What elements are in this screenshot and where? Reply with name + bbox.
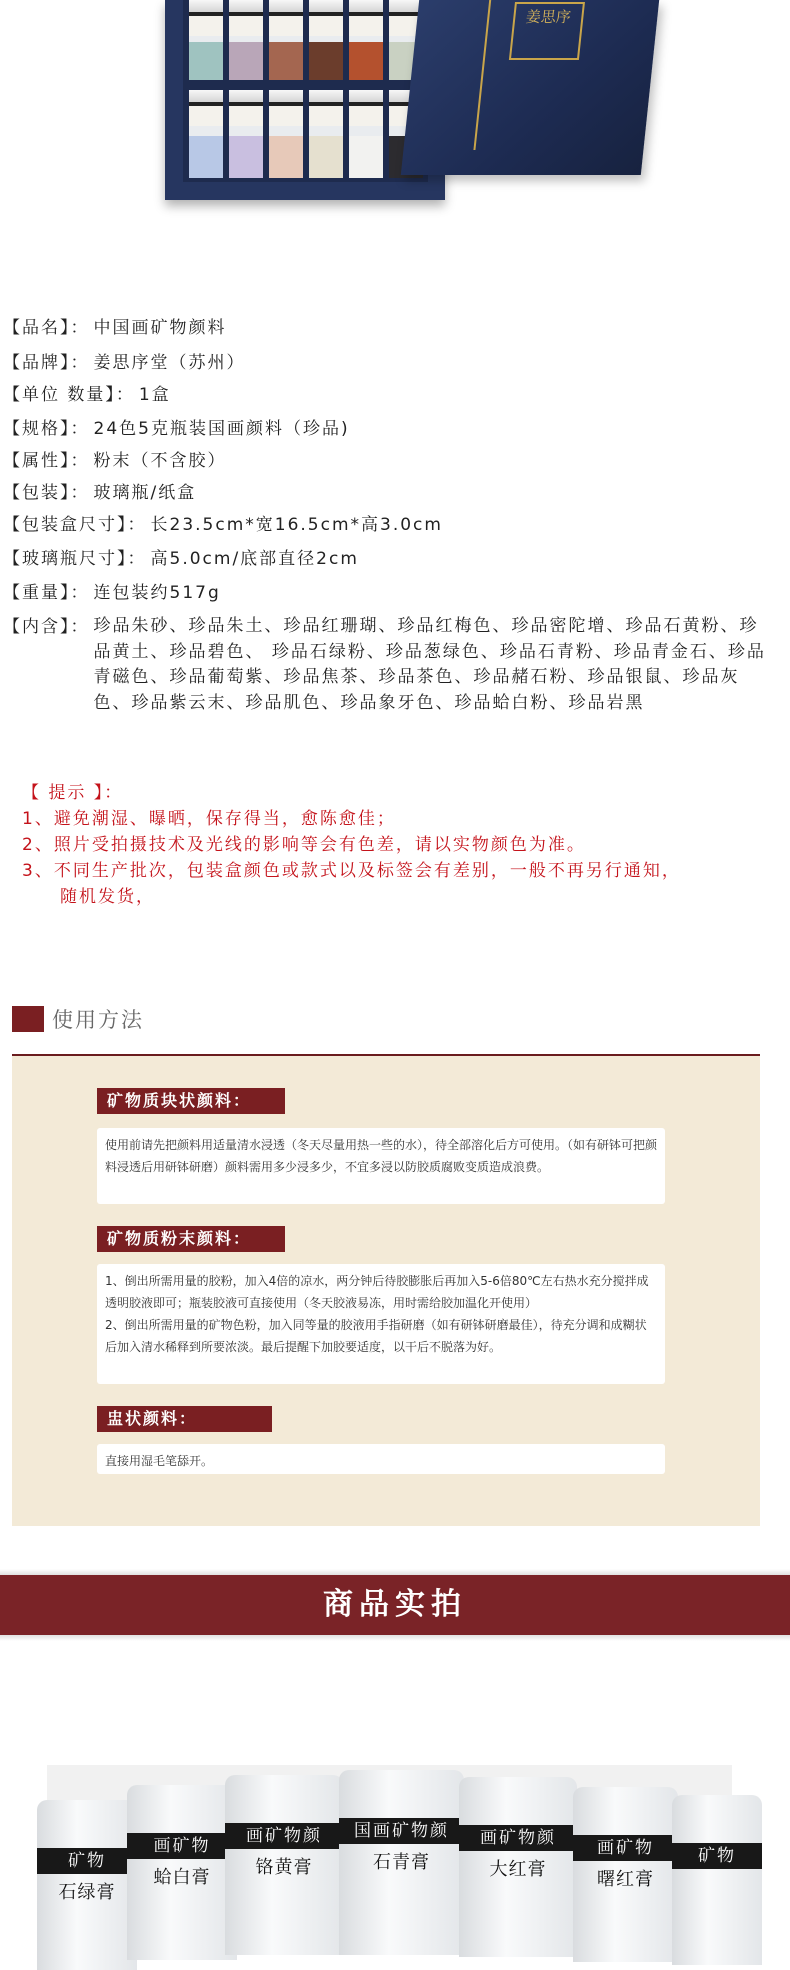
spec-value: 24色5克瓶装国画颜料（珍品) [93, 419, 350, 439]
product-photo-box [0, 0, 790, 215]
spec-row-package [0, 477, 790, 509]
box-lid [401, 0, 659, 175]
spec-row-property [0, 445, 790, 477]
jar-label: 矿物 [672, 1843, 762, 1869]
bottle [189, 0, 223, 80]
usage-badge-powder: 矿物质粉末颜料： [97, 1226, 285, 1252]
jar [339, 1770, 464, 1955]
jar-name: 大红膏 [489, 1859, 547, 1880]
jar-name: 铬黄膏 [255, 1857, 313, 1878]
usage-note-lump: 使用前请先把颜料用适量清水浸透（冬天尽量用热一些的水），待全部溶化后方可使用。（如有研钵可把颜料浸透后用研钵研磨）颜料需用多少浸多少，不宜多浸以防胶质腐败变质造成浪费。 [97, 1128, 665, 1204]
tray-inner [183, 0, 428, 182]
spec-row-spec [0, 413, 790, 445]
bottle [189, 90, 223, 178]
jar-name: 曙红膏 [597, 1869, 654, 1890]
bottle [229, 90, 263, 178]
spec-value: 中国画矿物颜料 [93, 318, 227, 338]
tip-item-continued: 随机发货， [60, 887, 155, 907]
spec-value: 姜思序堂（苏州） [93, 353, 246, 373]
usage-badge-lump: 矿物质块状颜料： [97, 1088, 285, 1114]
bottle [229, 0, 263, 80]
jar-name: 石青膏 [373, 1852, 430, 1873]
section-marker [12, 1006, 44, 1032]
spec-value: 长23.5cm*宽16.5cm*高3.0cm [150, 515, 443, 535]
spec-key: 【重量】： [3, 583, 90, 603]
product-photos-banner: 商品实拍 [0, 1575, 790, 1635]
spec-row-box-size [0, 509, 790, 543]
usage-note-powder-1: 1、倒出所需用量的胶粉，加入4倍的凉水，两分钟后待胶膨胀后再加入5-6倍80℃左右热水充分搅拌成透明胶液即可；瓶装胶液可直接使用（冬天胶液易冻，用时需给胶加温化开使用） [105, 1274, 649, 1310]
jar [37, 1800, 137, 1970]
jar [225, 1775, 343, 1955]
bottle [349, 0, 383, 80]
jar-label: 画矿物颜 [225, 1823, 343, 1849]
spec-row-weight [0, 577, 790, 611]
jar [573, 1787, 678, 1962]
spec-key: 【品牌】： [3, 353, 90, 373]
spec-row-unit [0, 379, 790, 413]
usage-title: 使用方法 [52, 1008, 144, 1032]
tips-block [0, 780, 790, 910]
spec-value: 1盒 [138, 385, 171, 405]
jar-label: 画矿物 [127, 1833, 237, 1859]
usage-note-powder [97, 1264, 665, 1384]
bottle [269, 90, 303, 178]
spec-key: 【单位 数量】： [3, 385, 135, 405]
tip-item: 1、避免潮湿、曝晒，保存得当，愈陈愈佳； [22, 809, 396, 829]
spec-key: 【玻璃瓶尺寸】： [3, 549, 147, 569]
jar-name: 蛤白膏 [153, 1867, 211, 1888]
spec-key: 【规格】： [3, 419, 90, 439]
tip-item: 3、不同生产批次，包装盒颜色或款式以及标签会有差别，一般不再另行通知， [22, 861, 681, 881]
spec-row-name [0, 312, 790, 347]
jar-label: 国画矿物颜 [339, 1818, 464, 1844]
usage-panel [12, 1056, 760, 1526]
jar-label: 画矿物 [573, 1835, 678, 1861]
spec-row-contents [0, 611, 790, 716]
jar-label: 画矿物颜 [459, 1825, 577, 1851]
spec-row-bottle-size [0, 543, 790, 577]
jar-label: 矿物 [37, 1848, 137, 1874]
spec-key: 【包装盒尺寸】： [3, 515, 147, 535]
spec-value: 玻璃瓶/纸盒 [93, 483, 197, 503]
usage-note-powder-2: 2、倒出所需用量的矿物色粉，加入同等量的胶液用手指研磨（如有研钵研磨最佳），待充分调和成糊状后加入清水稀释到所要浓淡。最后提醒下加胶要适度，以干后不脱落为好。 [105, 1318, 647, 1354]
lid-gold-line [473, 0, 491, 150]
spec-key: 【包装】： [3, 483, 90, 503]
brand-seal-logo: 姜思序 [509, 2, 585, 60]
product-photo-jars [47, 1765, 736, 1933]
bottle [309, 90, 343, 178]
spec-list [0, 312, 790, 716]
tips-title: 【 提示 】： [22, 783, 124, 803]
bottle [309, 0, 343, 80]
usage-badge-dish: 盅状颜料： [97, 1406, 272, 1432]
bottle [349, 90, 383, 178]
spec-key: 【属性】： [3, 451, 90, 471]
bottle [269, 0, 303, 80]
spec-row-brand [0, 347, 790, 379]
jar [127, 1785, 237, 1960]
jar [672, 1795, 762, 1965]
spec-value: 粉末（不含胶） [93, 451, 227, 471]
usage-header [12, 1004, 144, 1034]
spec-value: 高5.0cm/底部直径2cm [150, 549, 359, 569]
spec-value: 珍品朱砂、珍品朱土、珍品红珊瑚、珍品红梅色、珍品密陀增、珍品石黄粉、珍品黄土、珍品碧色、 珍品石绿粉、珍品葱绿色、珍品石青粉、珍品青金石、珍品青磁色、珍品葡萄紫、珍品焦茶、珍品茶色、珍品赭石粉、珍品银鼠、珍品灰色、珍品紫云末、珍品肌色、珍品象牙色、珍品蛤白粉、珍品岩黑 [93, 616, 766, 713]
jar [459, 1777, 577, 1957]
tip-item: 2、照片受拍摄技术及光线的影响等会有色差，请以实物颜色为准。 [22, 835, 586, 855]
spec-key: 【品名】： [3, 318, 90, 338]
usage-note-dish: 直接用湿毛笔舔开。 [97, 1444, 665, 1474]
spec-key: 【内含】： [3, 617, 90, 637]
jar-name: 石绿膏 [58, 1882, 116, 1903]
spec-value: 连包装约517g [93, 583, 221, 603]
